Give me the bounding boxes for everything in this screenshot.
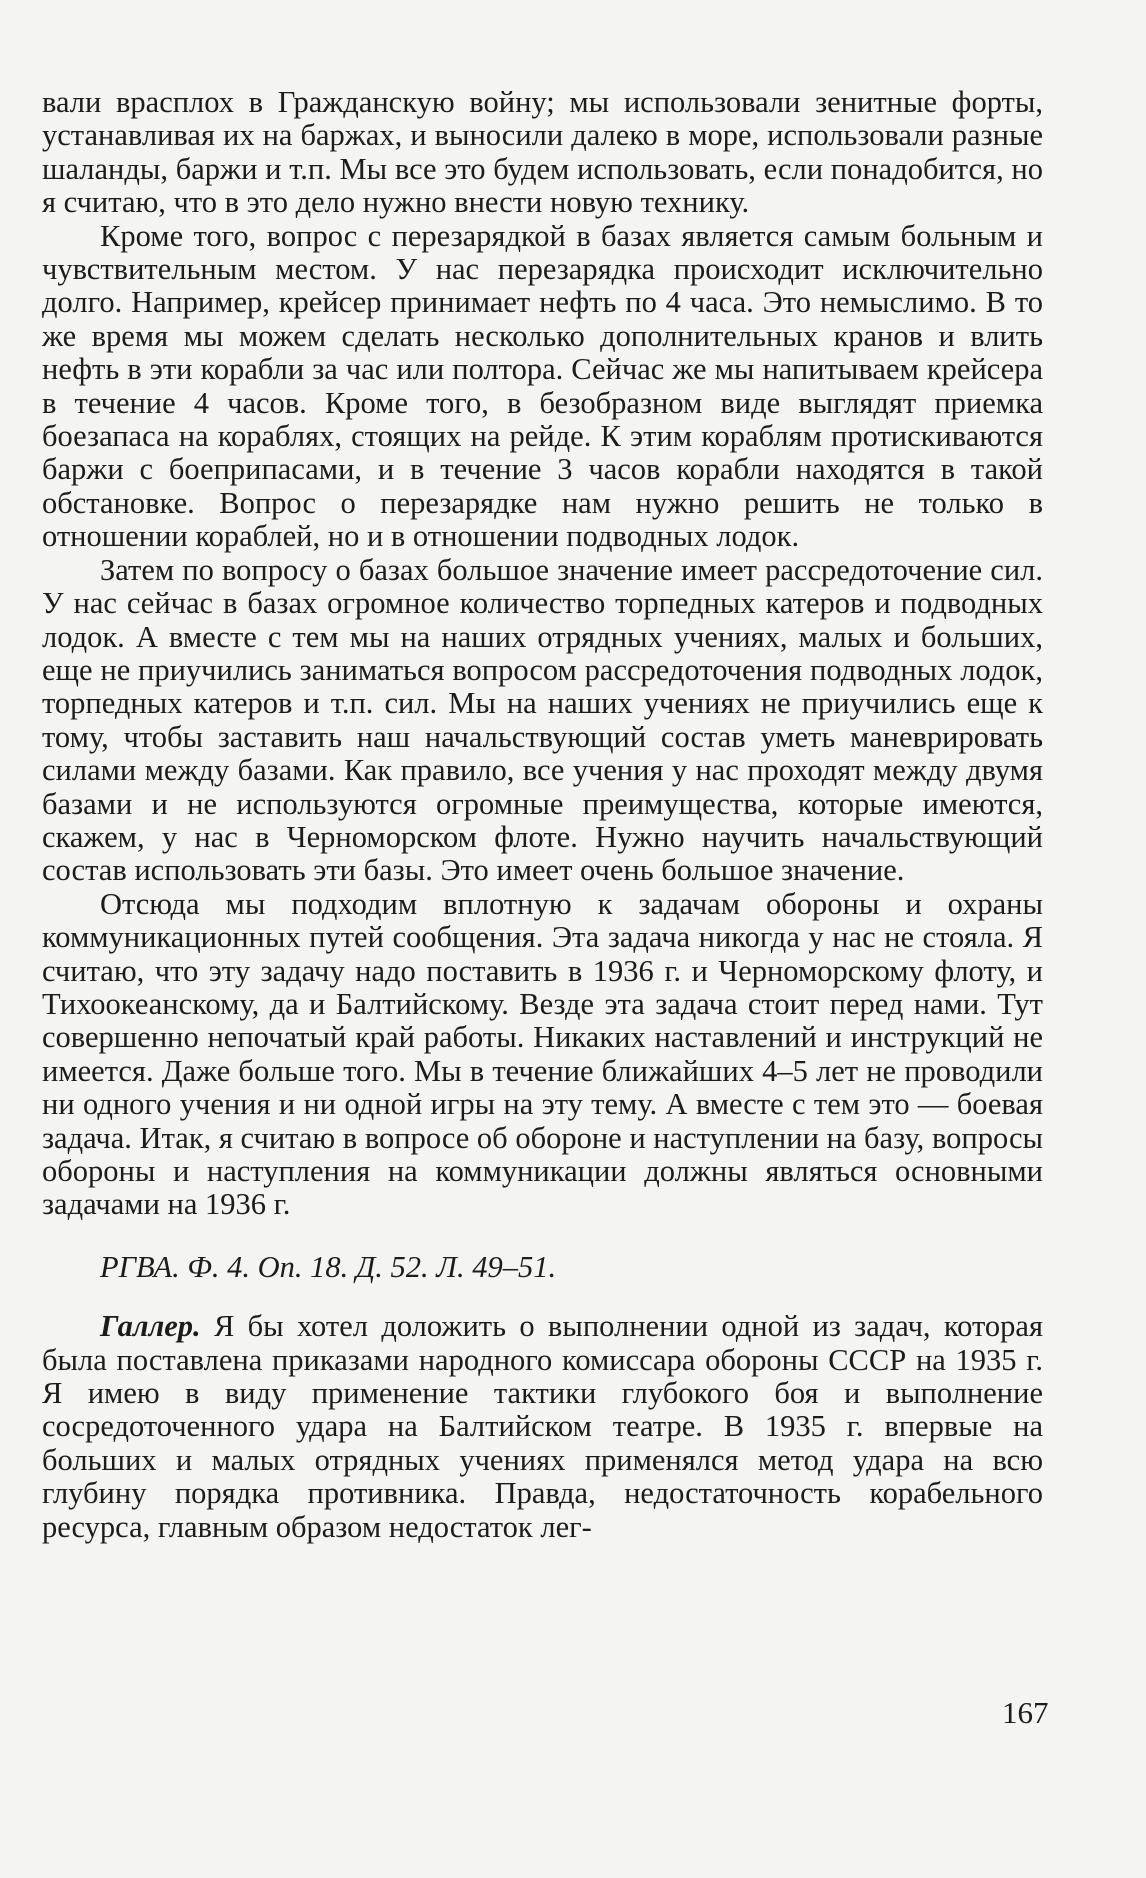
- speaker-text: Я бы хотел доложить о выполнении одной из задач, которая была поставлена приказами народного комиссара обороны СССР на 1935 г. Я имею в виду применение тактики глубокого боя и выполнение сосредоточенного удара на Балтийском театре. В 1935 г. впервые на больших и малых отрядных учениях применялся метод удара на всю глубину порядка противника. Правда, недостаточность корабельного ресурса, главным образом недостаток лег-: [42, 1309, 1043, 1544]
- archive-source-reference: РГВА. Ф. 4. Оп. 18. Д. 52. Л. 49–51.: [100, 1249, 557, 1284]
- paragraph-4: Отсюда мы подходим вплотную к задачам обороны и охраны коммуникационных путей сообщения. Эта задача никогда у нас не стояла. Я считаю, что эту задачу надо поставить в 1936 г. и Черноморскому флоту, и Тихоокеанскому, да и Балтийскому. Везде эта задача стоит перед нами. Тут совершенно непочатый край работы. Никаких наставлений и инструкций не имеется. Даже больше того. Мы в течение ближайших 4–5 лет не проводили ни одного учения и ни одной игры на эту тему. А вместе с тем это — боевая задача. Итак, я считаю в вопросе об обороне и наступлении на базу, вопросы обороны и наступления на коммуникации должны являться основными задачами на 1936 г.: [42, 886, 1043, 1222]
- paragraph-1: вали врасплох в Гражданскую войну; мы использовали зенитные форты, устанавливая их на баржах, и выносили далеко в море, использовали разные шаланды, баржи и т.п. Мы все это будем использовать, если понадобится, но я считаю, что в это дело нужно внести новую технику.: [42, 85, 1043, 220]
- paragraph-3: Затем по вопросу о базах большое значение имеет рассредоточение сил. У нас сейчас в базах огромное количество торпедных катеров и подводных лодок. А вместе с тем мы на наших отрядных учениях, малых и больших, еще не приучились заниматься вопросом рассредоточения подводных лодок, торпедных катеров и т.п. сил. Мы на наших учениях не приучились еще к тому, чтобы заставить наш начальствующий состав уметь маневрировать силами между базами. Как правило, все учения у нас проходят между двумя базами и не используются огромные преимущества, которые имеются, скажем, у нас в Черноморском флоте. Нужно научить начальствующий состав использовать эти базы. Это имеет очень большое значение.: [42, 552, 1043, 888]
- paragraph-2: Кроме того, вопрос с перезарядкой в базах является самым больным и чувствительным местом. У нас перезарядка происходит исключительно долго. Например, крейсер принимает нефть по 4 часа. Это немыслимо. В то же время мы можем сделать несколько дополнительных кранов и влить нефть в эти корабли за час или полтора. Сейчас же мы напитываем крейсера в течение 4 часов. Кроме того, в безобразном виде выглядят приемка боезапаса на кораблях, стоящих на рейде. К этим кораблям протискиваются баржи с боеприпасами, и в течение 3 часов корабли находятся в такой обстановке. Вопрос о перезарядке нам нужно решить не только в отношении кораблей, но и в отношении подводных лодок.: [42, 218, 1043, 554]
- page-number: 167: [1002, 1695, 1049, 1730]
- paragraph-galler: [42, 1310, 1043, 1544]
- page-body-text: [42, 86, 1043, 1544]
- speaker-name: Галлер.: [100, 1309, 201, 1344]
